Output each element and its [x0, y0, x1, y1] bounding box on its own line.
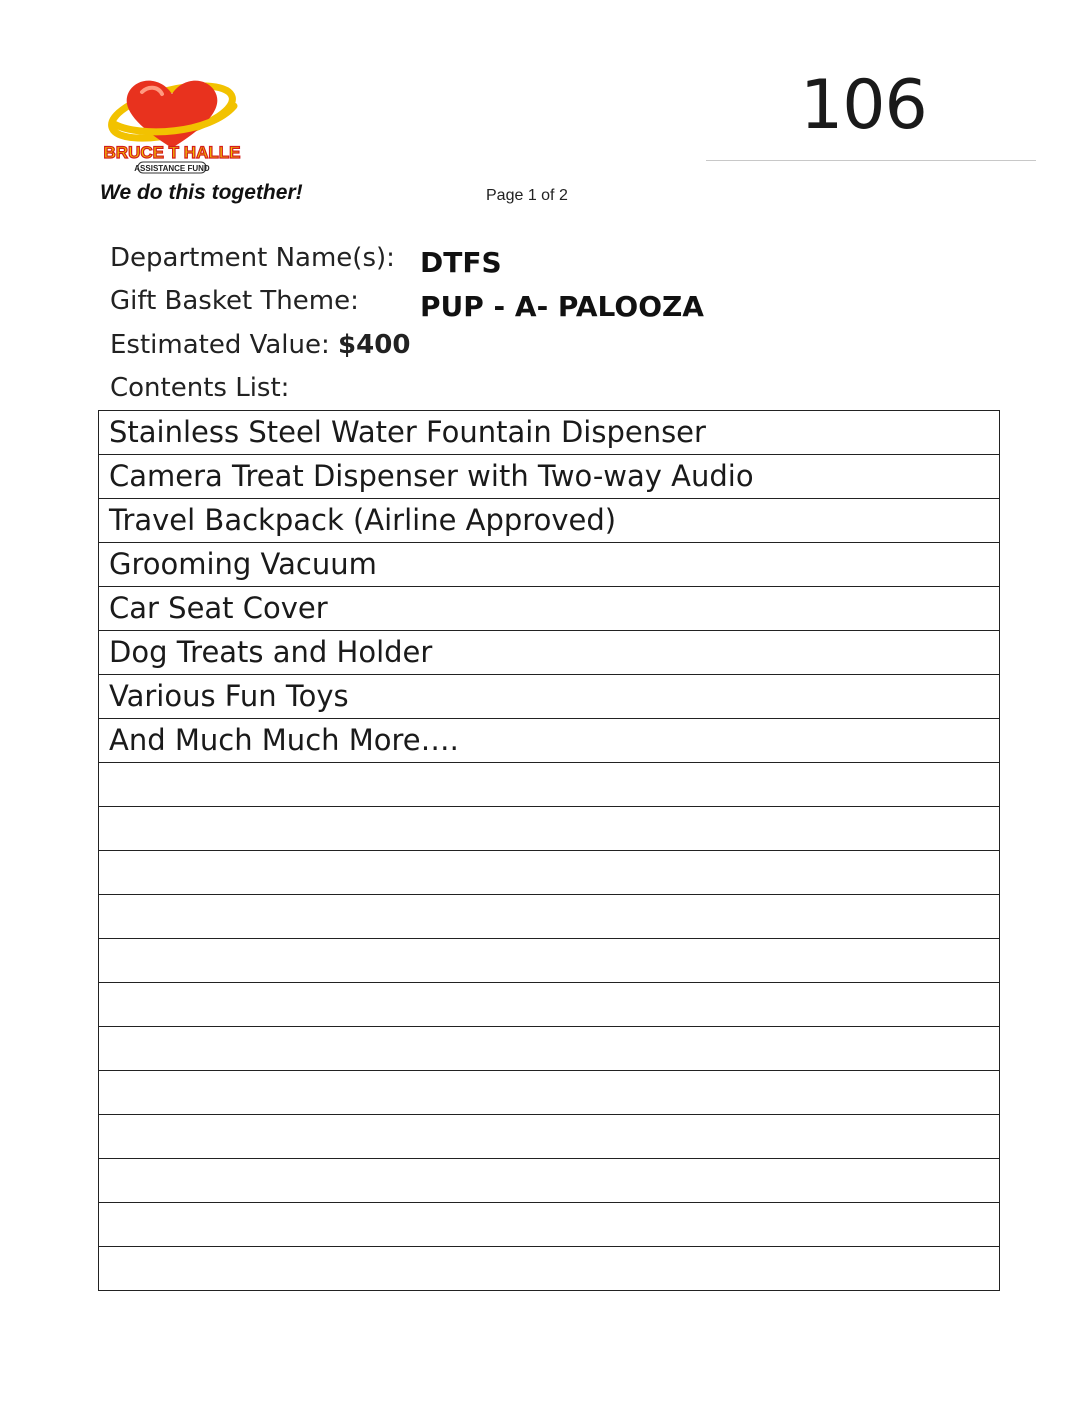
- estimated-value-label: Estimated Value:: [110, 330, 339, 360]
- contents-row: Travel Backpack (Airline Approved): [99, 499, 999, 543]
- contents-table: [98, 410, 1000, 1291]
- contents-row: [99, 807, 999, 851]
- theme-label: Gift Basket Theme:: [110, 286, 359, 316]
- theme-value: PUP - A- PALOOZA: [420, 290, 704, 323]
- logo-subtitle: ASSISTANCE FUND: [134, 164, 210, 173]
- estimated-value-field: [110, 330, 410, 360]
- contents-row: Car Seat Cover: [99, 587, 999, 631]
- number-underline: [706, 160, 1036, 161]
- contents-row: [99, 1159, 999, 1203]
- department-label: Department Name(s):: [110, 243, 395, 273]
- basket-number: 106: [800, 66, 927, 145]
- estimated-value-amount: $400: [338, 330, 411, 360]
- contents-row: Dog Treats and Holder: [99, 631, 999, 675]
- contents-row: [99, 1247, 999, 1291]
- bruce-t-halle-logo: [100, 76, 245, 176]
- contents-label: Contents List:: [110, 373, 290, 403]
- contents-row: [99, 983, 999, 1027]
- logo-name: BRUCE T HALLE: [103, 143, 241, 162]
- contents-row: Camera Treat Dispenser with Two-way Audio: [99, 455, 999, 499]
- contents-row: [99, 851, 999, 895]
- contents-row: [99, 1115, 999, 1159]
- contents-row: [99, 1203, 999, 1247]
- contents-row: [99, 1027, 999, 1071]
- contents-row: Grooming Vacuum: [99, 543, 999, 587]
- contents-row: [99, 939, 999, 983]
- contents-row: And Much Much More….: [99, 719, 999, 763]
- contents-row: [99, 763, 999, 807]
- page-indicator: Page 1 of 2: [486, 187, 568, 204]
- department-value: DTFS: [420, 246, 502, 279]
- contents-row: [99, 1071, 999, 1115]
- contents-row: Various Fun Toys: [99, 675, 999, 719]
- contents-row: [99, 895, 999, 939]
- tagline: We do this together!: [100, 181, 303, 204]
- contents-row: Stainless Steel Water Fountain Dispenser: [99, 411, 999, 455]
